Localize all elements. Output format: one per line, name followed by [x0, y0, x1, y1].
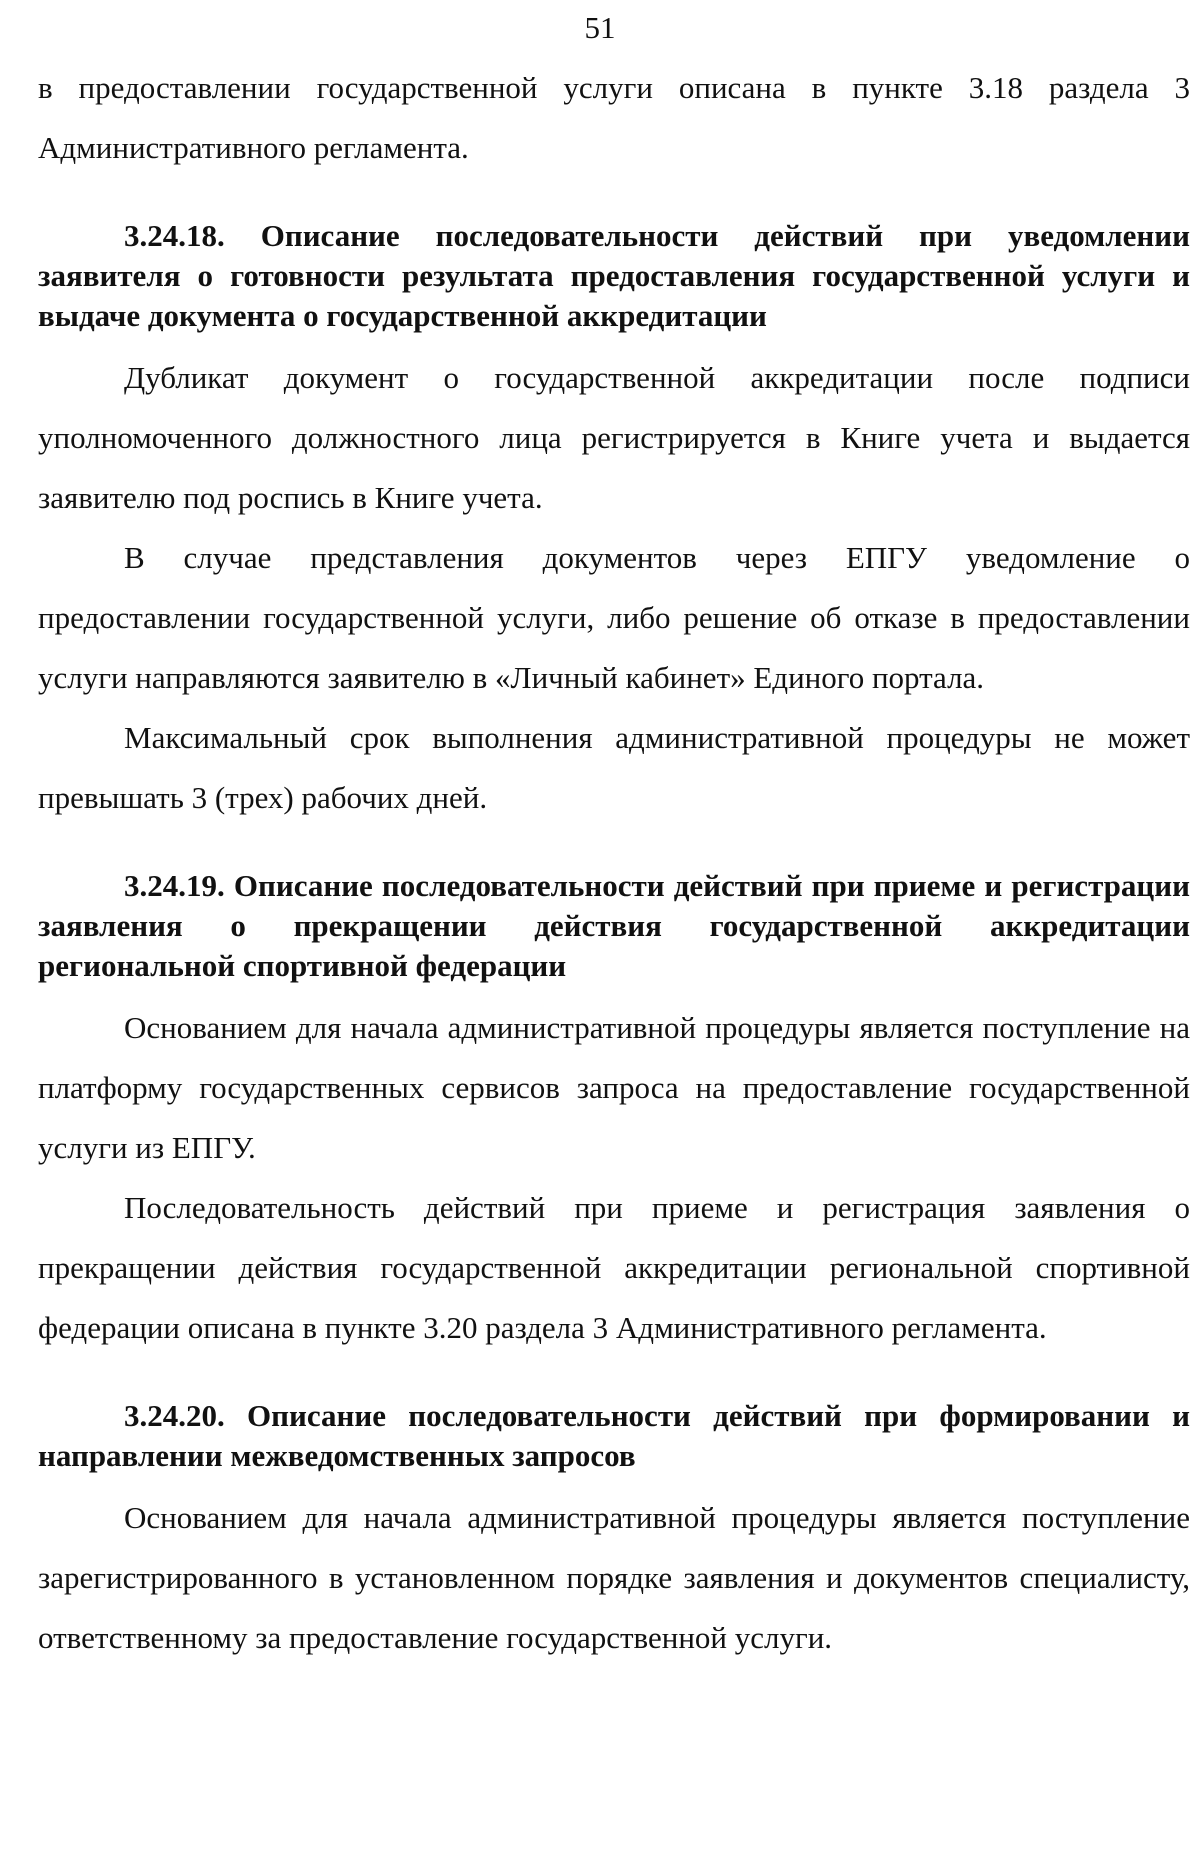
section-heading-3-24-20: 3.24.20. Описание последовательности действий при формировании и направлении межведомственных запросов — [38, 1398, 1190, 1473]
document-body — [38, 58, 1190, 1668]
paragraph-max-duration: Максимальный срок выполнения административной процедуры не может превышать 3 (трех) рабочих дней. — [38, 720, 1190, 815]
section-heading-3-24-18: 3.24.18. Описание последовательности действий при уведомлении заявителя о готовности результата предоставления государственной услуги и выдаче документа о государственной аккредитации — [38, 218, 1190, 333]
paragraph-epgu-notification: В случае представления документов через ЕПГУ уведомление о предоставлении государственной услуги, либо решение об отказе в предоставлении услуги направляются заявителю в «Личный кабинет» Единого портала. — [38, 540, 1190, 695]
paragraph-termination-sequence: Последовательность действий при приеме и регистрация заявления о прекращении действия государственной аккредитации региональной спортивной федерации описана в пункте 3.20 раздела 3 Административного регламента. — [38, 1190, 1190, 1345]
paragraph-procedure-basis: Основанием для начала административной процедуры является поступление на платформу государственных сервисов запроса на предоставление государственной услуги из ЕПГУ. — [38, 1010, 1190, 1165]
page-number: 51 — [584, 10, 616, 45]
paragraph-duplicate-registration: Дубликат документ о государственной аккредитации после подписи уполномоченного должностного лица регистрируется в Книге учета и выдается заявителю под роспись в Книге учета. — [38, 360, 1190, 515]
section-heading-3-24-19: 3.24.19. Описание последовательности действий при приеме и регистрации заявления о прекращении действия государственной аккредитации региональной спортивной федерации — [38, 868, 1190, 983]
paragraph-interagency-basis: Основанием для начала административной процедуры является поступление зарегистрированного в установленном порядке заявления и документов специалисту, ответственному за предоставление государственной услуги. — [38, 1500, 1190, 1655]
paragraph-continuation: в предоставлении государственной услуги описана в пункте 3.18 раздела 3 Административного регламента. — [38, 70, 1190, 165]
